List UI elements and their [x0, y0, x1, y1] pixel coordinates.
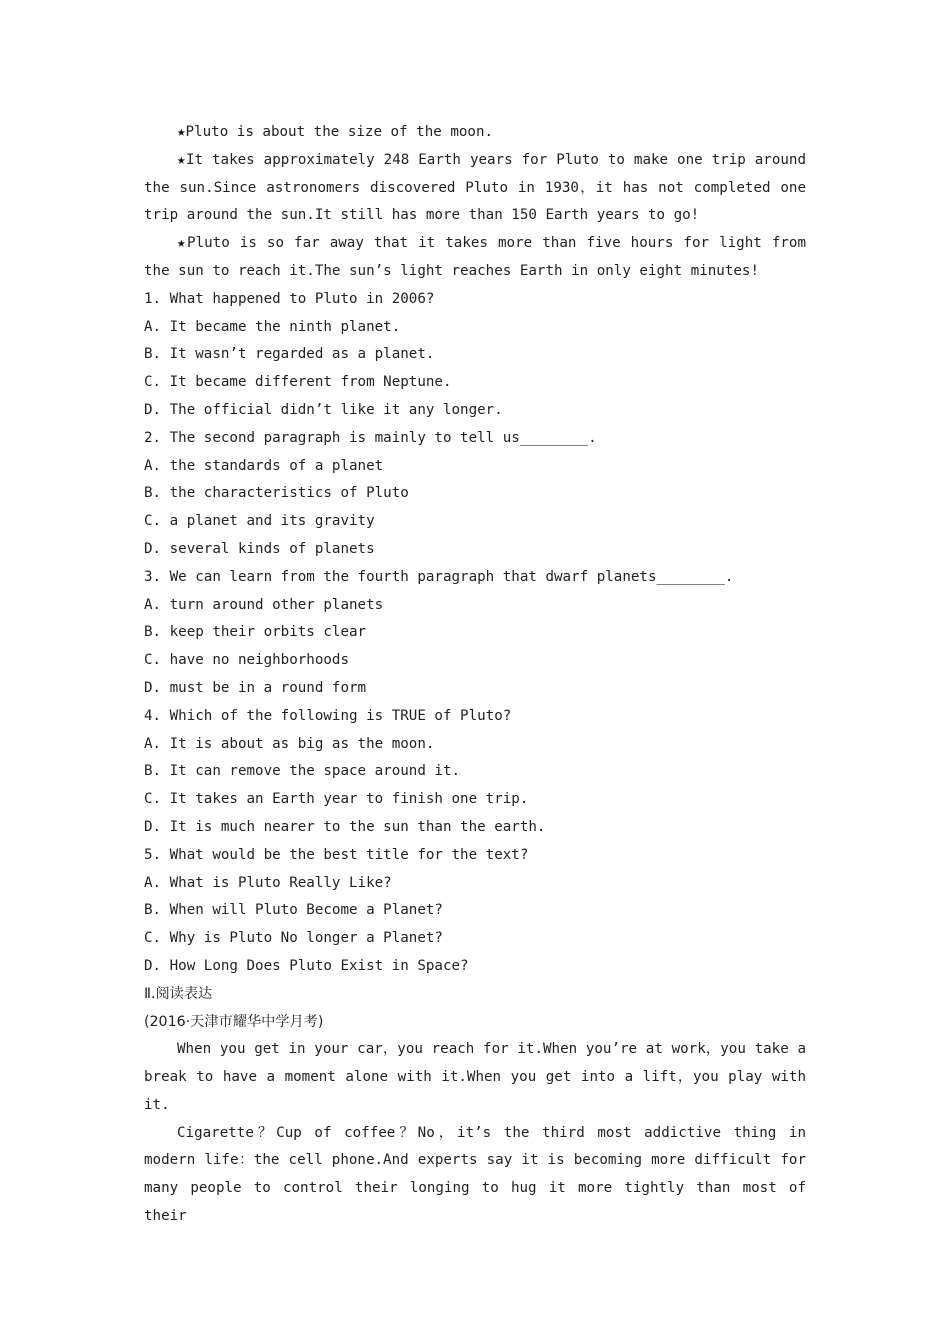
option-b: B. It can remove the space around it.	[144, 763, 461, 780]
option-b: B. When will Pluto Become a Planet?	[144, 902, 443, 919]
question-stem: 4. Which of the following is TRUE of Pluto?	[144, 707, 512, 724]
fact-paragraph	[144, 230, 806, 286]
star-icon: ★	[177, 151, 186, 168]
fact-text: Pluto is about the size of the moon.	[185, 124, 494, 140]
option-a: A. the standards of a planet	[144, 457, 384, 474]
option-d: D. The official didn’t like it any longer.	[144, 401, 503, 418]
option-a: A. It became the ninth planet.	[144, 318, 401, 335]
question-stem: 1. What happened to Pluto in 2006?	[144, 290, 435, 307]
question-1	[144, 286, 806, 425]
option-d: D. several kinds of planets	[144, 540, 375, 557]
option-a: A. What is Pluto Really Like?	[144, 874, 392, 891]
question-2	[144, 425, 806, 564]
question-list	[144, 286, 806, 981]
option-c: C. It became different from Neptune.	[144, 374, 452, 391]
fact-text: Pluto is so far away that it takes more than five hours for light from the sun to reach it.The sun’s light reaches Earth in only eight minutes!	[144, 235, 806, 279]
option-b: B. keep their orbits clear	[144, 624, 367, 641]
option-a: A. turn around other planets	[144, 596, 384, 613]
question-3	[144, 564, 806, 703]
reading-passage	[144, 1036, 806, 1231]
document-page	[144, 119, 806, 1231]
fact-text: It takes approximately 248 Earth years for Pluto to make one trip around the sun.Since astronomers discovered Pluto in 1930，it has not completed one trip around the sun.It still has more than 150 Earth years to go!	[144, 151, 806, 224]
question-stem: 2. The second paragraph is mainly to tell us________.	[144, 429, 597, 446]
star-icon: ★	[177, 235, 188, 252]
question-5	[144, 842, 806, 981]
option-b: B. It wasn’t regarded as a planet.	[144, 346, 435, 363]
passage-paragraph: When you get in your car，you reach for it.When you’re at work，you take a break to have a moment alone with it.When you get into a lift，you play with it.	[144, 1041, 806, 1113]
passage-paragraph: Cigarette？Cup of coffee？No，it’s the third most addictive thing in modern life：the cell phone.And experts say it is becoming more difficult for many people to control their longing to hug it more tightly than most of their	[144, 1124, 806, 1225]
section-source: (2016·天津市耀华中学月考)	[144, 1013, 324, 1030]
question-stem: 5. What would be the best title for the text?	[144, 846, 529, 863]
question-4	[144, 703, 806, 842]
fact-paragraph	[144, 147, 806, 230]
option-c: C. It takes an Earth year to finish one trip.	[144, 791, 529, 808]
option-c: C. have no neighborhoods	[144, 652, 349, 669]
option-c: C. Why is Pluto No longer a Planet?	[144, 930, 443, 947]
option-d: D. It is much nearer to the sun than the earth.	[144, 818, 546, 835]
option-a: A. It is about as big as the moon.	[144, 735, 435, 752]
option-d: D. must be in a round form	[144, 679, 367, 696]
pluto-facts	[144, 119, 806, 286]
star-icon: ★	[177, 124, 186, 140]
option-c: C. a planet and its gravity	[144, 513, 375, 530]
fact-paragraph	[144, 119, 806, 147]
question-stem: 3. We can learn from the fourth paragraph that dwarf planets________.	[144, 568, 734, 585]
option-d: D. How Long Does Pluto Exist in Space?	[144, 957, 469, 974]
option-b: B. the characteristics of Pluto	[144, 485, 409, 502]
section-heading: Ⅱ.阅读表达	[144, 985, 213, 1002]
